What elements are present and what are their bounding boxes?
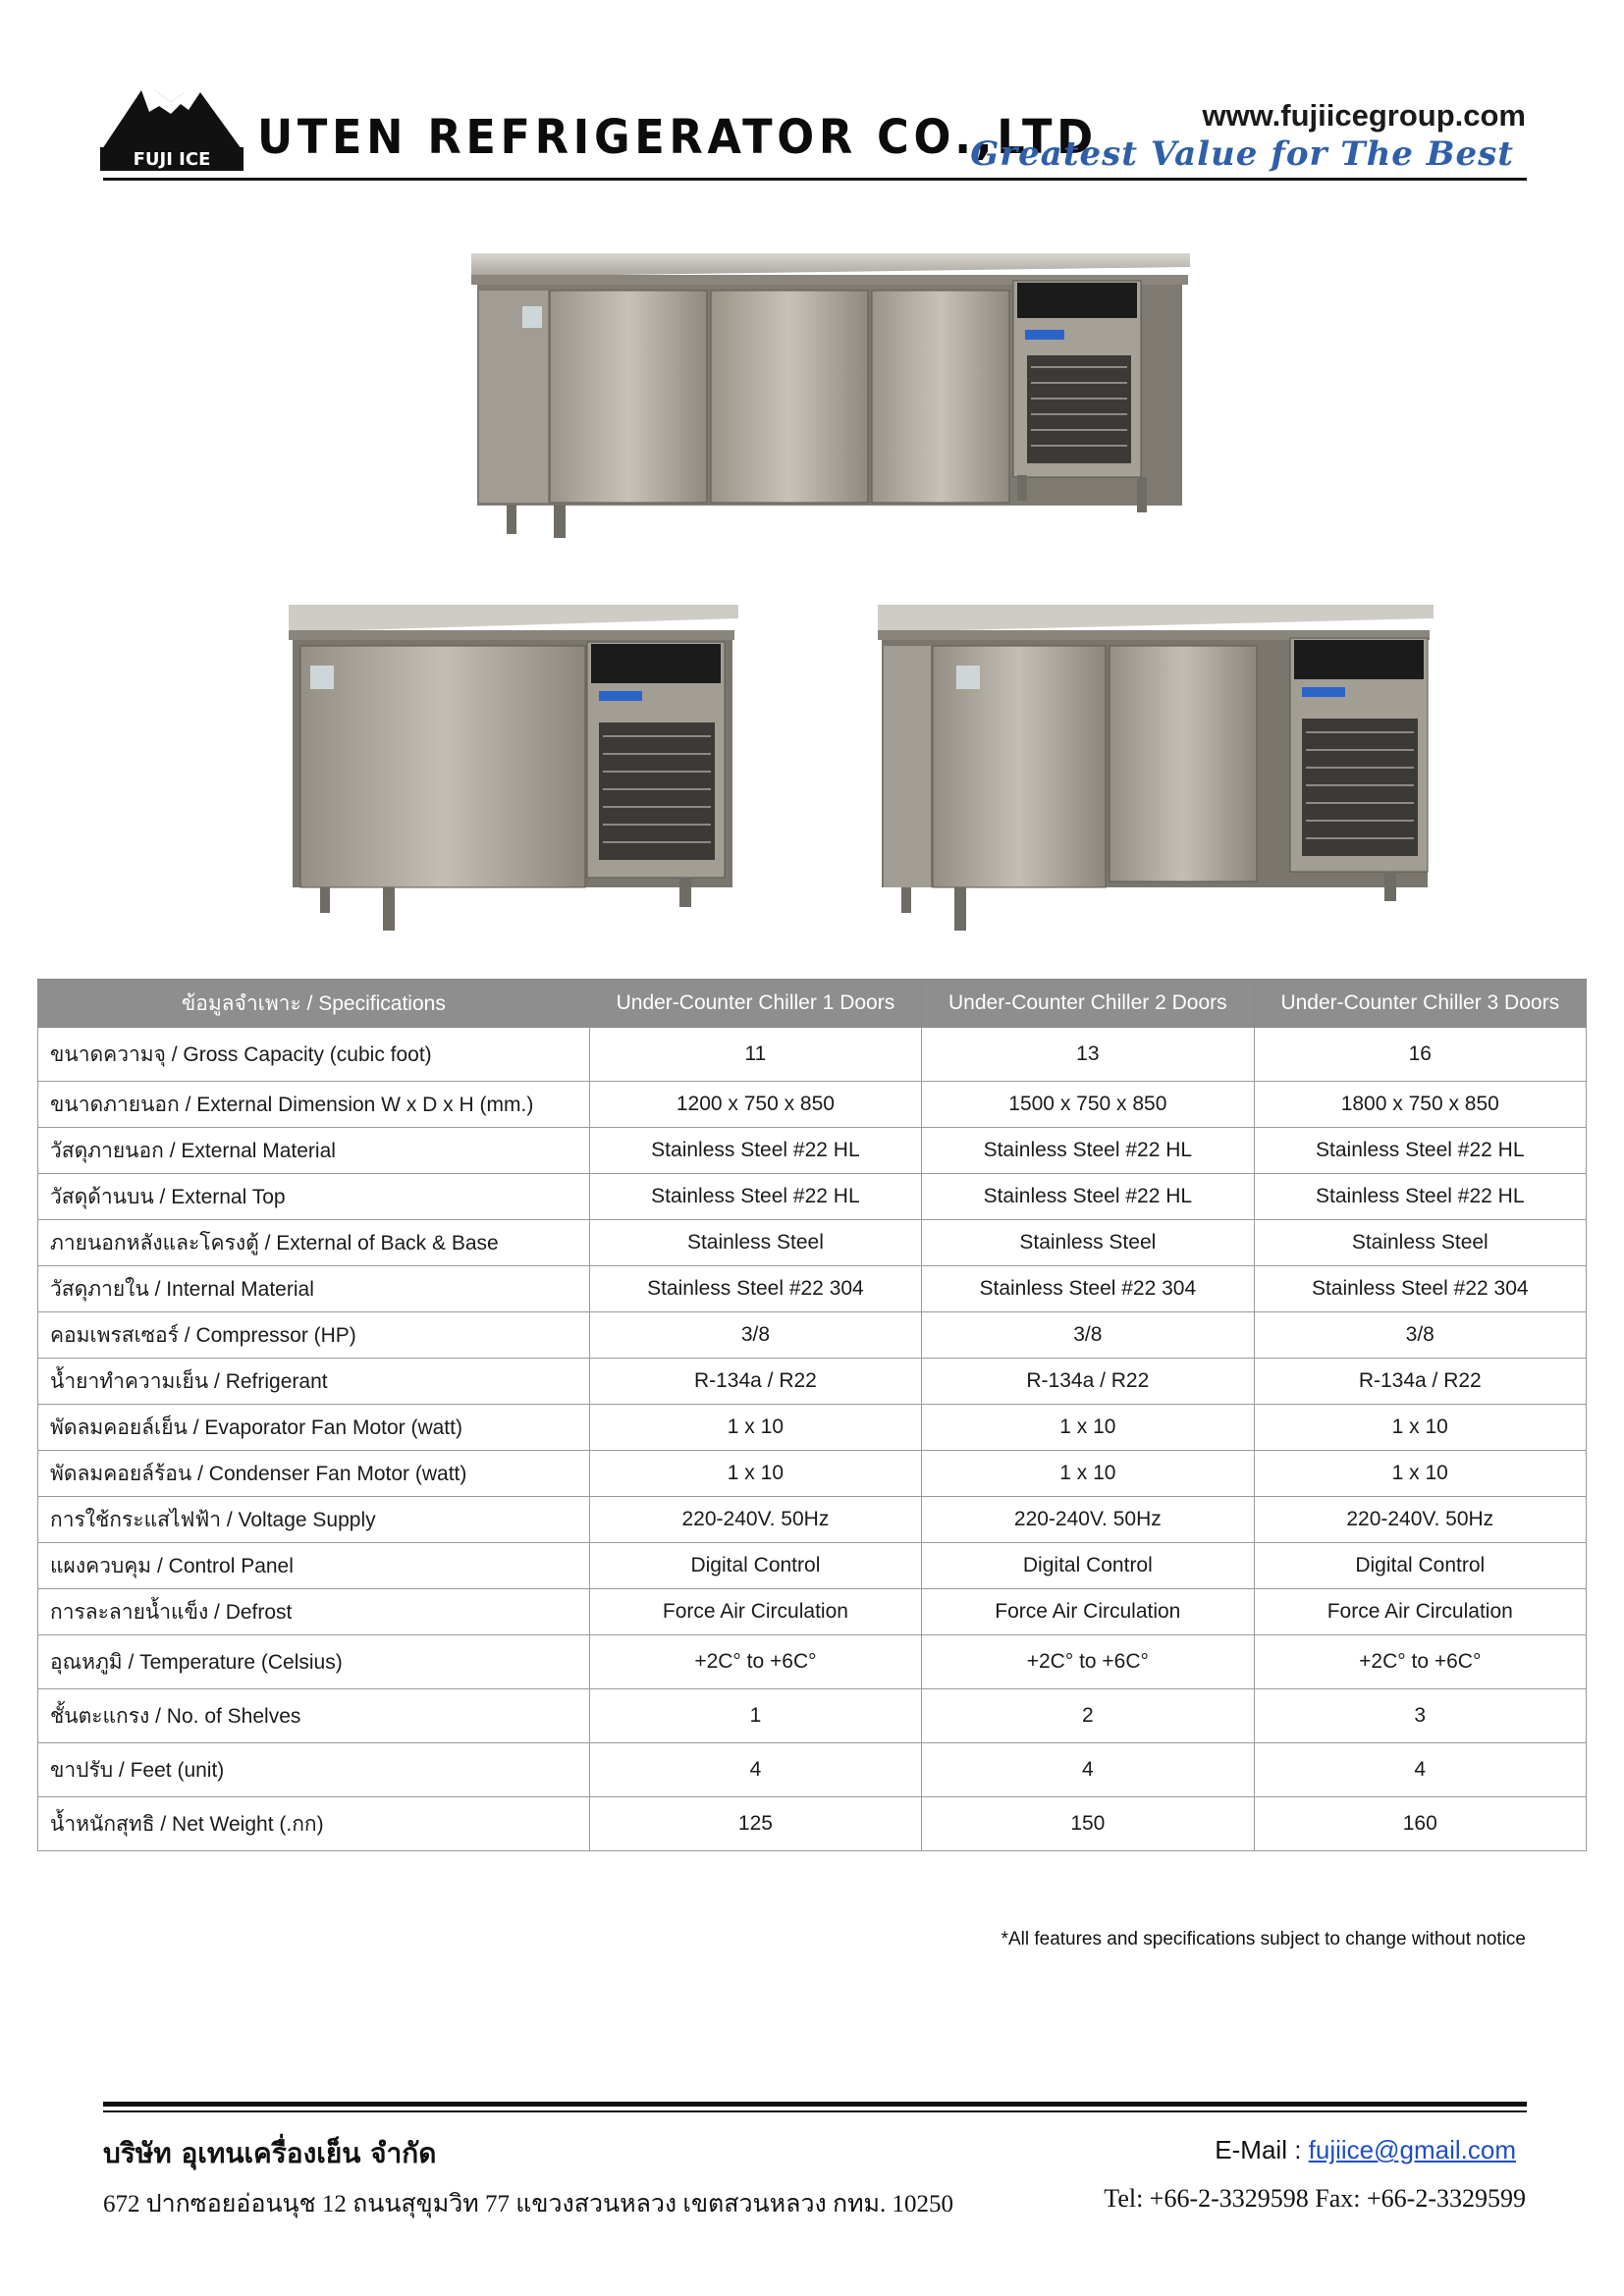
footer-address: 672 ปากซอยอ่อนนุช 12 ถนนสุขุมวิท 77 แขวงสวนหลวง เขตสวนหลวง กทม. 10250: [103, 2191, 954, 2217]
table-header-row: [38, 980, 1587, 1028]
disclaimer-note: *All features and specifications subject to change without notice: [1001, 1929, 1526, 1949]
cell-value: 1 x 10: [1254, 1451, 1586, 1497]
cell-value: Stainless Steel #22 304: [1254, 1266, 1586, 1312]
cell-value: 3: [1254, 1689, 1586, 1743]
row-label: ภายนอกหลังและโครงตู้ / External of Back & Base: [38, 1220, 590, 1266]
row-label: ขาปรับ / Feet (unit): [38, 1743, 590, 1797]
table-row: [38, 1312, 1587, 1359]
cell-value: R-134a / R22: [589, 1359, 921, 1405]
row-label: น้ำหนักสุทธิ / Net Weight (.กก): [38, 1797, 590, 1851]
table-row: [38, 1743, 1587, 1797]
row-label: การใช้กระแสไฟฟ้า / Voltage Supply: [38, 1497, 590, 1543]
row-label: ชั้นตะแกรง / No. of Shelves: [38, 1689, 590, 1743]
cell-value: Stainless Steel #22 HL: [1254, 1128, 1586, 1174]
table-header-3-doors: Under-Counter Chiller 3 Doors: [1254, 980, 1586, 1028]
cell-value: Digital Control: [1254, 1543, 1586, 1589]
cell-value: 1800 x 750 x 850: [1254, 1082, 1586, 1128]
cell-value: 1 x 10: [589, 1405, 921, 1451]
row-label: วัสดุด้านบน / External Top: [38, 1174, 590, 1220]
fuji-ice-logo: [98, 80, 245, 173]
cell-value: Force Air Circulation: [589, 1589, 921, 1635]
table-header-specifications: ข้อมูลจำเพาะ / Specifications: [38, 980, 590, 1028]
row-label: คอมเพรสเซอร์ / Compressor (HP): [38, 1312, 590, 1359]
cell-value: +2C° to +6C°: [589, 1635, 921, 1689]
row-label: พัดลมคอยล์ร้อน / Condenser Fan Motor (watt): [38, 1451, 590, 1497]
cell-value: 1200 x 750 x 850: [589, 1082, 921, 1128]
cell-value: 4: [1254, 1743, 1586, 1797]
row-label: วัสดุภายใน / Internal Material: [38, 1266, 590, 1312]
cell-value: 3/8: [1254, 1312, 1586, 1359]
table-row: [38, 1497, 1587, 1543]
cell-value: 2: [922, 1689, 1254, 1743]
table-row: [38, 1543, 1587, 1589]
cell-value: Stainless Steel: [922, 1220, 1254, 1266]
product-image-2-doors: [874, 601, 1437, 934]
row-label: น้ำยาทำความเย็น / Refrigerant: [38, 1359, 590, 1405]
row-label: ขนาดภายนอก / External Dimension W x D x H (mm.): [38, 1082, 590, 1128]
cell-value: Stainless Steel #22 HL: [922, 1128, 1254, 1174]
company-name: UTEN REFRIGERATOR CO.,LTD: [257, 110, 1098, 165]
table-row: [38, 1266, 1587, 1312]
table-row: [38, 1589, 1587, 1635]
row-label: การละลายน้ำแข็ง / Defrost: [38, 1589, 590, 1635]
row-label: อุณหภูมิ / Temperature (Celsius): [38, 1635, 590, 1689]
cell-value: 125: [589, 1797, 921, 1851]
cell-value: 1 x 10: [922, 1405, 1254, 1451]
cell-value: Digital Control: [589, 1543, 921, 1589]
cell-value: +2C° to +6C°: [1254, 1635, 1586, 1689]
cell-value: Stainless Steel #22 304: [589, 1266, 921, 1312]
email-label: E-Mail :: [1215, 2135, 1302, 2164]
cell-value: 16: [1254, 1028, 1586, 1082]
logo-text: FUJI ICE: [133, 149, 211, 170]
table-row: [38, 1128, 1587, 1174]
table-header-1-door: Under-Counter Chiller 1 Doors: [589, 980, 921, 1028]
cell-value: R-134a / R22: [922, 1359, 1254, 1405]
footer-company-name: บริษัท อุเทนเครื่องเย็น จำกัด: [103, 2137, 437, 2169]
table-row: [38, 1635, 1587, 1689]
row-label: พัดลมคอยล์เย็น / Evaporator Fan Motor (watt): [38, 1405, 590, 1451]
row-label: ขนาดความจุ / Gross Capacity (cubic foot): [38, 1028, 590, 1082]
slogan: Greatest Value for The Best: [970, 134, 1514, 174]
footer-divider: [103, 2102, 1527, 2107]
table-row: [38, 1174, 1587, 1220]
table-row: [38, 1082, 1587, 1128]
table-row: [38, 1220, 1587, 1266]
product-image-1-door: [281, 601, 742, 934]
table-header-2-doors: Under-Counter Chiller 2 Doors: [922, 980, 1254, 1028]
cell-value: R-134a / R22: [1254, 1359, 1586, 1405]
website-url[interactable]: www.fujiicegroup.com: [1202, 98, 1526, 133]
cell-value: 3/8: [922, 1312, 1254, 1359]
cell-value: 11: [589, 1028, 921, 1082]
cell-value: Force Air Circulation: [1254, 1589, 1586, 1635]
cell-value: Digital Control: [922, 1543, 1254, 1589]
cell-value: Stainless Steel #22 HL: [589, 1174, 921, 1220]
footer-phone-fax: Tel: +66-2-3329598 Fax: +66-2-3329599: [1104, 2184, 1526, 2213]
table-row: [38, 1405, 1587, 1451]
cell-value: Stainless Steel #22 304: [922, 1266, 1254, 1312]
header-divider: [103, 178, 1527, 181]
cell-value: 1 x 10: [1254, 1405, 1586, 1451]
cell-value: 1500 x 750 x 850: [922, 1082, 1254, 1128]
cell-value: 13: [922, 1028, 1254, 1082]
cell-value: 220-240V. 50Hz: [922, 1497, 1254, 1543]
cell-value: Force Air Circulation: [922, 1589, 1254, 1635]
footer-divider-thin: [103, 2110, 1527, 2112]
cell-value: 4: [589, 1743, 921, 1797]
cell-value: Stainless Steel: [1254, 1220, 1586, 1266]
cell-value: 1 x 10: [922, 1451, 1254, 1497]
cell-value: Stainless Steel #22 HL: [922, 1174, 1254, 1220]
email-link[interactable]: fujiice@gmail.com: [1308, 2135, 1516, 2164]
cell-value: 150: [922, 1797, 1254, 1851]
table-row: [38, 1689, 1587, 1743]
specifications-table: [37, 979, 1587, 1851]
row-label: แผงควบคุม / Control Panel: [38, 1543, 590, 1589]
cell-value: Stainless Steel #22 HL: [589, 1128, 921, 1174]
cell-value: 1 x 10: [589, 1451, 921, 1497]
cell-value: 1: [589, 1689, 921, 1743]
cell-value: 3/8: [589, 1312, 921, 1359]
cell-value: Stainless Steel #22 HL: [1254, 1174, 1586, 1220]
cell-value: 160: [1254, 1797, 1586, 1851]
table-row: [38, 1028, 1587, 1082]
table-row: [38, 1797, 1587, 1851]
table-row: [38, 1359, 1587, 1405]
cell-value: 4: [922, 1743, 1254, 1797]
cell-value: 220-240V. 50Hz: [1254, 1497, 1586, 1543]
cell-value: 220-240V. 50Hz: [589, 1497, 921, 1543]
row-label: วัสดุภายนอก / External Material: [38, 1128, 590, 1174]
table-row: [38, 1451, 1587, 1497]
cell-value: Stainless Steel: [589, 1220, 921, 1266]
cell-value: +2C° to +6C°: [922, 1635, 1254, 1689]
product-image-3-doors: [467, 247, 1194, 542]
footer-email: [1215, 2135, 1516, 2165]
